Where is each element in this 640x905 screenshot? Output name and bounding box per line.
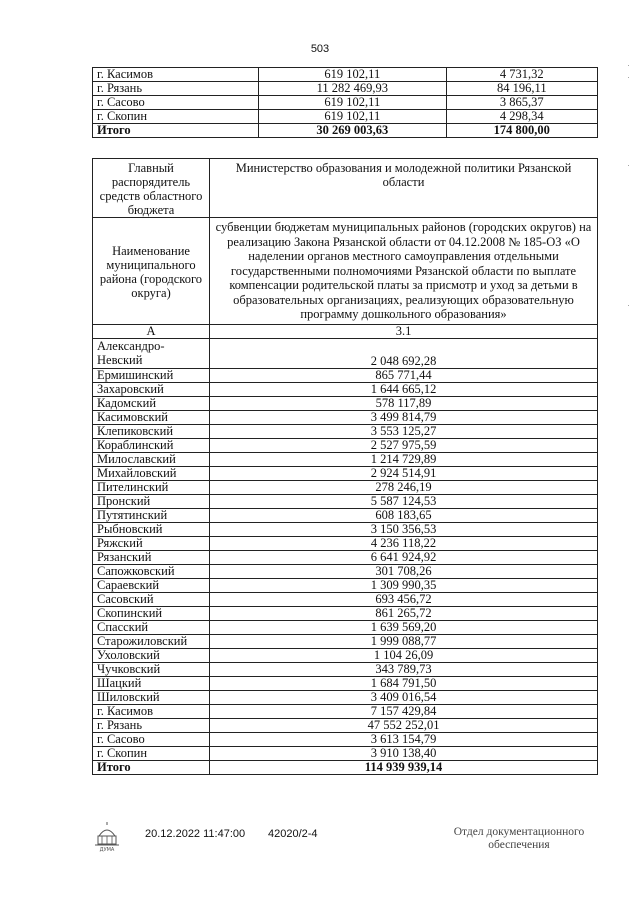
district-name: Сасовский [93,593,210,607]
column-code-row [93,325,598,339]
header-subsidy-description: субвенции бюджетам муниципальных районов (городских округов) на реализацию Закона Рязанской области от 04.12.2008 № 185-ОЗ «О наделении органов местного самоуправления отдельными государственными полномочиями Рязанской области по выплате компенсации родительской платы за присмотр и уход за детьми в образовательных организациях, реализующих образовательную программу дошкольного образования» [210,218,598,325]
margin-mark: · [627,60,630,70]
logo-text: ДУМА [99,847,115,852]
subsidy-amount: 2 924 514,91 [210,467,598,481]
page-number: 503 [310,43,330,55]
subsidy-amount: 608 183,65 [210,509,598,523]
subsidy-amount: 1 214 729,89 [210,453,598,467]
subsidy-table-row [93,691,598,705]
subsidy-amount: 5 587 124,53 [210,495,598,509]
top-table-row [93,110,598,124]
subsidy-amount: 1 104 26,09 [210,649,598,663]
margin-mark: · [627,160,630,170]
subsidy-table-row [93,481,598,495]
district-name: Скопинский [93,607,210,621]
row-col1: 619 102,11 [259,68,447,82]
subsidy-amount: 3 409 016,54 [210,691,598,705]
subsidy-amount: 301 708,26 [210,565,598,579]
subsidy-table-row [93,565,598,579]
top-table-row [93,68,598,82]
subsidy-table-row [93,537,598,551]
footer-datetime: 20.12.2022 11:47:00 [145,828,246,840]
subsidy-table-row [93,747,598,761]
district-name: Кадомский [93,397,210,411]
district-name: г. Сасово [93,733,210,747]
subsidy-amount: 1 639 569,20 [210,621,598,635]
subsidy-table-row [93,495,598,509]
subsidy-amount: 3 499 814,79 [210,411,598,425]
district-name: Кораблинский [93,439,210,453]
district-name: Сараевский [93,579,210,593]
subsidy-amount: 4 236 118,22 [210,537,598,551]
district-name: Пителинский [93,481,210,495]
subsidy-amount: 3 910 138,40 [210,747,598,761]
header-ministry: Министерство образования и молодежной политики Рязанской области [210,159,598,218]
subsidy-amount: 1 999 088,77 [210,635,598,649]
subsidy-table-row [93,705,598,719]
subsidy-amount: 578 117,89 [210,397,598,411]
subsidy-amount: 7 157 429,84 [210,705,598,719]
subsidy-amount: 865 771,44 [210,369,598,383]
subsidy-table-row [93,369,598,383]
total-col1: 30 269 003,63 [259,124,447,138]
district-name: Шацкий [93,677,210,691]
subsidy-table-row [93,453,598,467]
row-col2: 84 196,11 [446,82,597,96]
district-name: г. Рязань [93,719,210,733]
department-stamp [449,826,589,852]
subsidy-table-row [93,439,598,453]
district-name: Пронский [93,495,210,509]
subsidy-table-row [93,649,598,663]
subsidy-table-row [93,663,598,677]
margin-mark: · [627,72,630,82]
subsidy-amount: 2 048 692,28 [210,339,598,369]
row-col1: 619 102,11 [259,96,447,110]
top-table-row [93,96,598,110]
district-name: г. Касимов [93,705,210,719]
row-col1: 619 102,11 [259,110,447,124]
subsidy-amount: 861 265,72 [210,607,598,621]
district-name: Александро-Невский [93,339,210,369]
subsidy-amount: 1 309 990,35 [210,579,598,593]
subsidy-amount: 1 684 791,50 [210,677,598,691]
subsidy-amount: 693 456,72 [210,593,598,607]
district-name: Чучковский [93,663,210,677]
district-name: Клепиковский [93,425,210,439]
subsidy-table [92,158,598,775]
total-label: Итого [93,124,259,138]
district-name: Сапожковский [93,565,210,579]
subsidy-amount: 3 150 356,53 [210,523,598,537]
subsidy-table-row [93,523,598,537]
row-name: г. Касимов [93,68,259,82]
district-name: Ряжский [93,537,210,551]
subsidy-amount: 1 644 665,12 [210,383,598,397]
subsidy-table-row [93,719,598,733]
subsidy-amount: 3 553 125,27 [210,425,598,439]
district-name: Ермишинский [93,369,210,383]
header-distributor-label: Главный распорядитель средств областного бюджета [93,159,210,218]
subsidy-table-row [93,621,598,635]
subsidy-table-row [93,425,598,439]
column-code-b: 3.1 [210,325,598,339]
subsidy-table-row [93,635,598,649]
header-name-label: Наименование муниципального района (городского округа) [93,218,210,325]
subsidy-table-row [93,551,598,565]
subsidy-table-row [93,397,598,411]
subsidy-table-row [93,579,598,593]
subsidy-table-total-row [93,761,598,775]
subsidy-amount: 2 527 975,59 [210,439,598,453]
district-name: Спасский [93,621,210,635]
district-name: Шиловский [93,691,210,705]
subsidy-amount: 47 552 252,01 [210,719,598,733]
subsidy-amount: 343 789,73 [210,663,598,677]
subsidy-table-row [93,733,598,747]
column-code-a: А [93,325,210,339]
stamp-line-1: Отдел документационного [453,826,585,838]
subsidy-table-row [93,677,598,691]
header-row-distributor [93,159,598,218]
top-table-body [93,68,598,138]
subsidy-amount: 278 246,19 [210,481,598,495]
district-name: Касимовский [93,411,210,425]
subsidy-table-row [93,593,598,607]
district-name: Милославский [93,453,210,467]
subsidy-table-row [93,509,598,523]
district-name: Рыбновский [93,523,210,537]
row-name: г. Рязань [93,82,259,96]
row-name: г. Сасово [93,96,259,110]
row-col1: 11 282 469,93 [259,82,447,96]
top-table-row [93,82,598,96]
total-amount: 114 939 939,14 [210,761,598,775]
subsidy-table-row [93,383,598,397]
row-col2: 3 865,37 [446,96,597,110]
margin-mark: · [627,300,630,310]
subsidy-table-row [93,467,598,481]
subsidy-table-row [93,607,598,621]
district-name: Ухоловский [93,649,210,663]
top-summary-table [92,67,598,138]
row-name: г. Скопин [93,110,259,124]
subsidy-amount: 6 641 924,92 [210,551,598,565]
subsidy-table-row [93,339,598,369]
footer-doc-code: 42020/2-4 [268,828,318,840]
district-name: Захаровский [93,383,210,397]
duma-logo [93,822,121,852]
total-label: Итого [93,761,210,775]
top-table-total-row [93,124,598,138]
header-row-name [93,218,598,325]
district-name: г. Скопин [93,747,210,761]
district-name: Михайловский [93,467,210,481]
subsidy-table-body [93,159,598,775]
total-col2: 174 800,00 [446,124,597,138]
row-col2: 4 298,34 [446,110,597,124]
row-col2: 4 731,32 [446,68,597,82]
subsidy-table-row [93,411,598,425]
district-name: Путятинский [93,509,210,523]
stamp-line-2: обеспечения [488,839,550,851]
subsidy-amount: 3 613 154,79 [210,733,598,747]
district-name: Рязанский [93,551,210,565]
district-name: Старожиловский [93,635,210,649]
